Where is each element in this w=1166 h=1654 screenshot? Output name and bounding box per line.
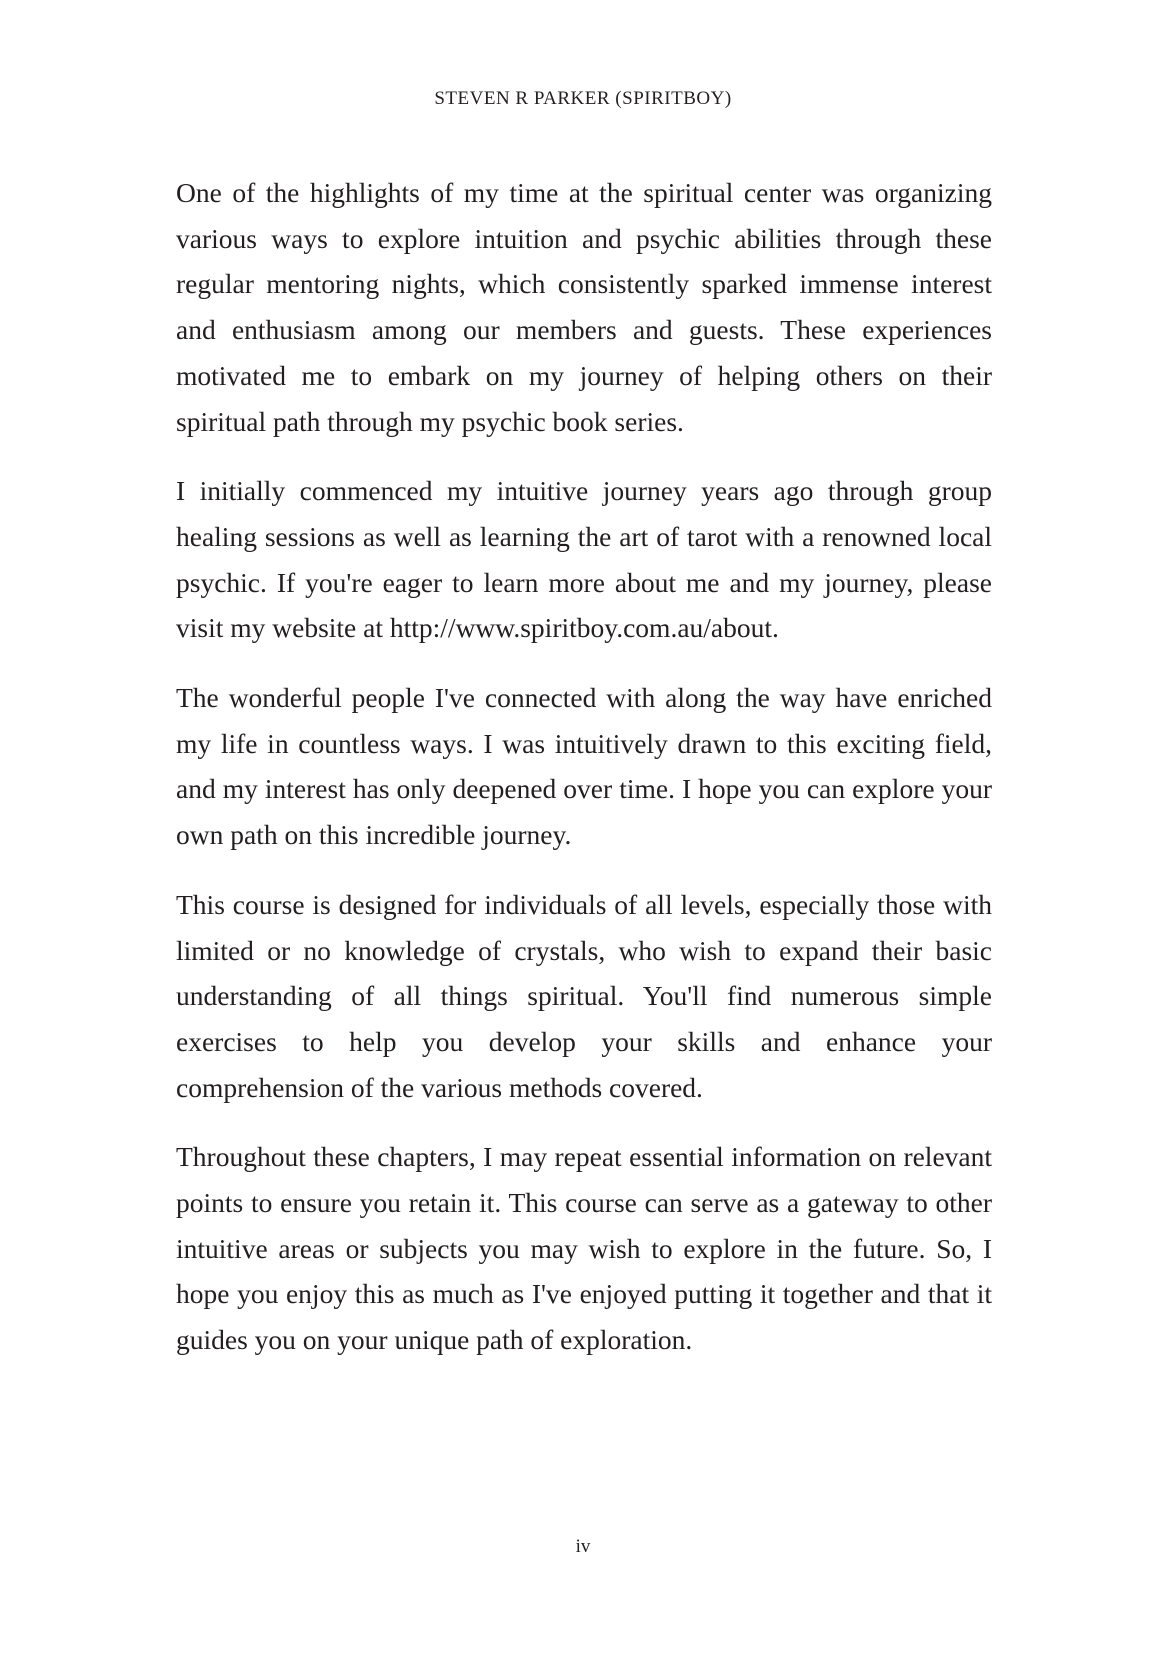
paragraph-5: Throughout these chapters, I may repeat essential information on relevant points to ensure you retain it. This course can serve as a gateway to other intuitive areas or subjects you may wish to explore in the future. So, I hope you enjoy this as much as I've enjoyed putting it together and that it guides you on your unique path of exploration. (176, 1141, 992, 1356)
paragraph-3: The wonderful people I've connected with along the way have enriched my life in countless ways. I was intuitively drawn to this exciting field, and my interest has only deepened over time. I hope you can explore your own path on this incredible journey. (176, 682, 992, 851)
paragraph-2: I initially commenced my intuitive journey years ago through group healing sessions as well as learning the art of tarot with a renowned local psychic. If you're eager to learn more about me and my journey, please visit my website at http://www.spiritboy.com.au/about. (176, 475, 992, 644)
page-number: iv (575, 1536, 591, 1557)
body-text (176, 170, 992, 1387)
running-head: STEVEN R PARKER (SPIRITBOY) (434, 88, 732, 109)
paragraph-4: This course is designed for individuals of all levels, especially those with limited or no knowledge of crystals, who wish to expand their basic understanding of all things spiritual. You'll find numerous simple exercises to help you develop your skills and enhance your comprehension of the various methods covered. (176, 888, 992, 1103)
paragraph-1: One of the highlights of my time at the spiritual center was organizing various ways to explore intuition and psychic abilities through these regular mentoring nights, which consistently sparked immense interest and enthusiasm among our members and guests. These experiences motivated me to embark on my journey of helping others on their spiritual path through my psychic book series. (176, 177, 992, 437)
